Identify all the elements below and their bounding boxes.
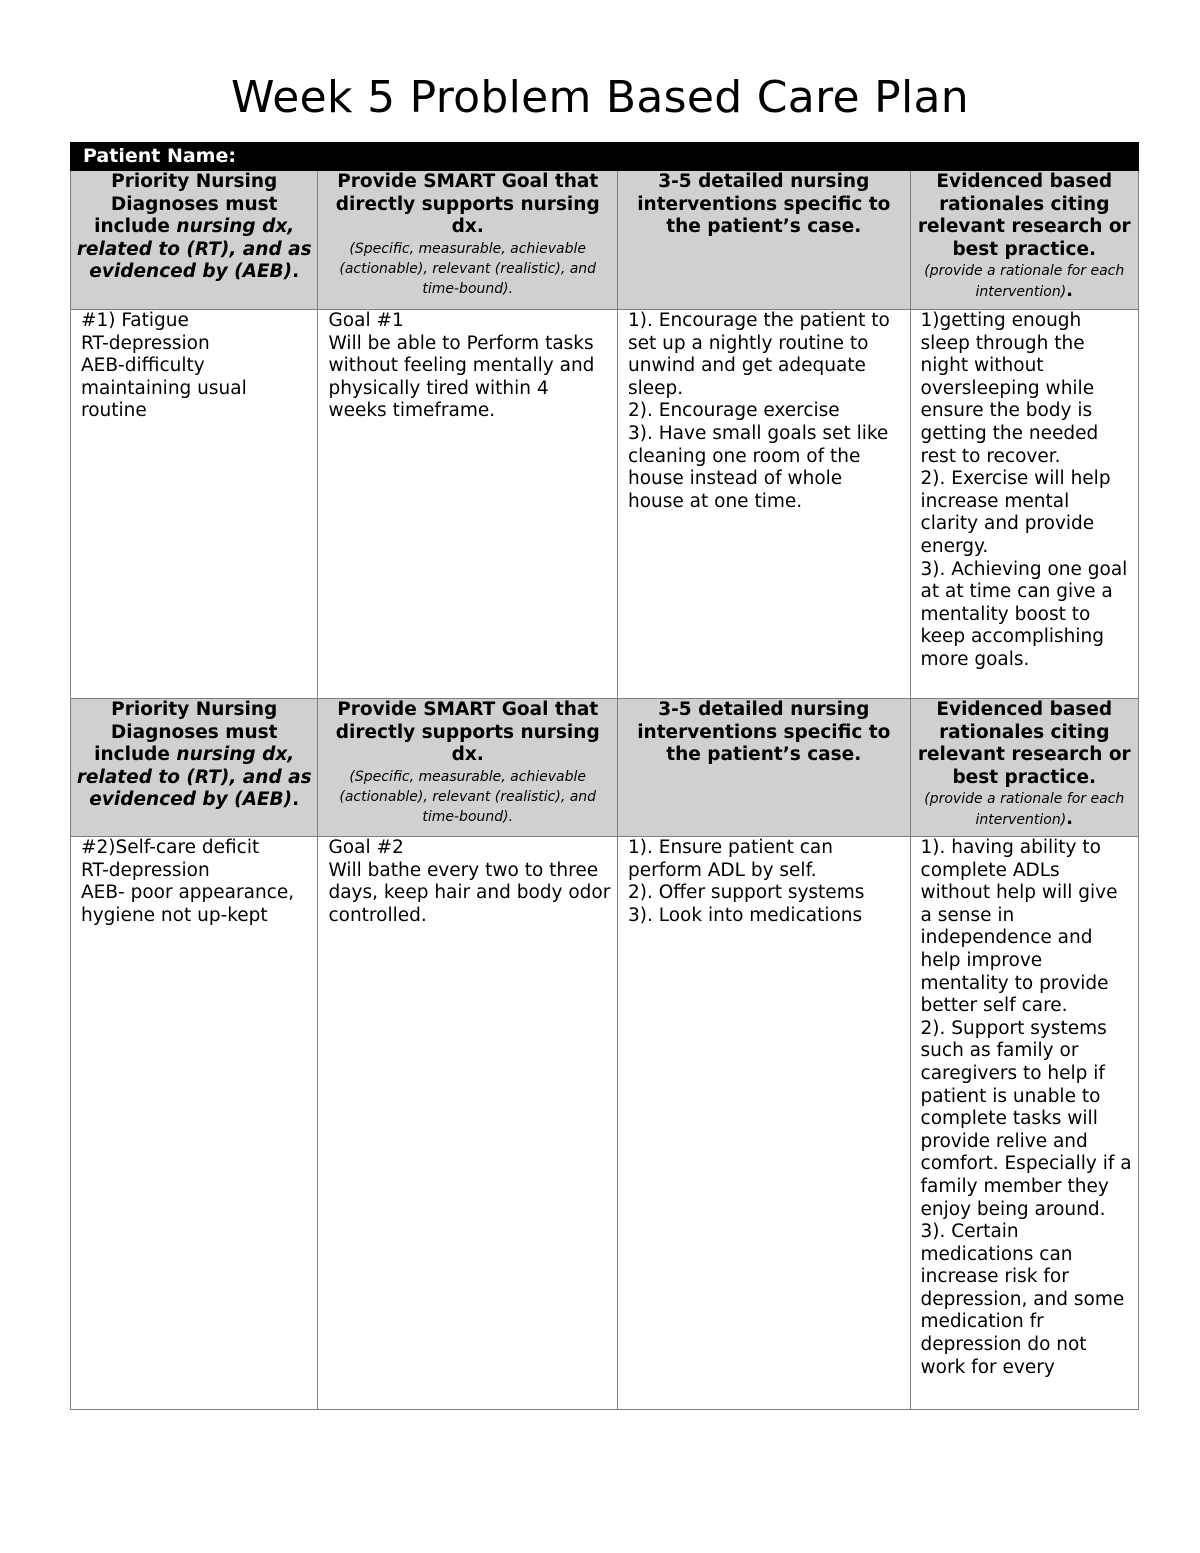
header-row [71, 171, 1139, 310]
header-diagnosis-text-c: . [292, 789, 300, 811]
patient-name-row [71, 143, 1139, 171]
header-diagnosis-text-a: Priority Nursing Diagnoses must include [94, 699, 278, 766]
care-plan-row-1 [71, 310, 1139, 699]
diagnosis-cell: #2)Self-care deficit RT-depression AEB- poor appearance, hygiene not up-kept [71, 837, 318, 1410]
header-goal [318, 171, 618, 310]
header-interventions-text: 3-5 detailed nursing interventions specific to the patient’s case. [637, 171, 891, 238]
patient-name-label: Patient Name: [71, 143, 1139, 171]
header-goal-subtext: (Specific, measurable, achievable (actionable), relevant (realistic), and time-bound). [339, 240, 597, 297]
header-goal-text: Provide SMART Goal that directly supports nursing dx. [335, 699, 600, 766]
goal-cell: Goal #2 Will bathe every two to three days, keep hair and body odor controlled. [318, 837, 618, 1410]
header-interventions [618, 699, 911, 837]
header-rationales-text: Evidenced based rationales citing relevant research or best practice. [917, 699, 1131, 788]
page-title: Week 5 Problem Based Care Plan [231, 72, 969, 123]
care-plan-row-2 [71, 837, 1139, 1410]
header-diagnosis-text-b: nursing dx, related to (RT), and as evidenced by (AEB) [76, 216, 312, 283]
header-rationales-subtext: (provide a rationale for each intervention) [924, 791, 1125, 829]
header-goal-text: Provide SMART Goal that directly supports nursing dx. [335, 171, 600, 238]
goal-cell: Goal #1 Will be able to Perform tasks without feeling mentally and physically tired within 4 weeks timeframe. [318, 310, 618, 699]
header-rationales-period: . [1066, 808, 1074, 830]
rationales-cell: 1). having ability to complete ADLs without help will give a sense in independence and help improve mentality to provide better self care. 2). Support systems such as family or caregivers to help if patient is unable to complete tasks will provide relive and comfort. Especially if a family member they enjoy being around. 3). Certain medications can increase risk for depression, and some medication fr depression do not work for every [910, 837, 1138, 1410]
header-goal-subtext: (Specific, measurable, achievable (actionable), relevant (realistic), and time-bound). [339, 768, 597, 825]
header-goal [318, 699, 618, 837]
interventions-cell: 1). Ensure patient can perform ADL by self. 2). Offer support systems 3). Look into medications [618, 837, 911, 1410]
header-diagnosis [71, 171, 318, 310]
header-rationales [910, 699, 1138, 837]
header-rationales-text: Evidenced based rationales citing relevant research or best practice. [917, 171, 1131, 260]
header-rationales [910, 171, 1138, 310]
header-diagnosis-text-a: Priority Nursing Diagnoses must include [94, 171, 278, 238]
diagnosis-cell: #1) Fatigue RT-depression AEB-difficulty maintaining usual routine [71, 310, 318, 699]
header-row-repeat [71, 699, 1139, 837]
header-rationales-period: . [1066, 280, 1074, 302]
header-interventions-text: 3-5 detailed nursing interventions specific to the patient’s case. [637, 699, 891, 766]
header-rationales-subtext: (provide a rationale for each intervention) [924, 263, 1125, 301]
rationales-cell: 1)getting enough sleep through the night without oversleeping while ensure the body is getting the needed rest to recover. 2). Exercise will help increase mental clarity and provide energy. 3). Achieving one goal at at time can give a mentality boost to keep accomplishing more goals. [910, 310, 1138, 699]
header-diagnosis-text-b: nursing dx, related to (RT), and as evidenced by (AEB) [76, 744, 312, 811]
header-interventions [618, 171, 911, 310]
interventions-cell: 1). Encourage the patient to set up a nightly routine to unwind and get adequate sleep. 2). Encourage exercise 3). Have small goals set like cleaning one room of the house instead of whole house at one time. [618, 310, 911, 699]
header-diagnosis [71, 699, 318, 837]
header-diagnosis-text-c: . [292, 261, 300, 283]
care-plan-table [70, 142, 1139, 1410]
